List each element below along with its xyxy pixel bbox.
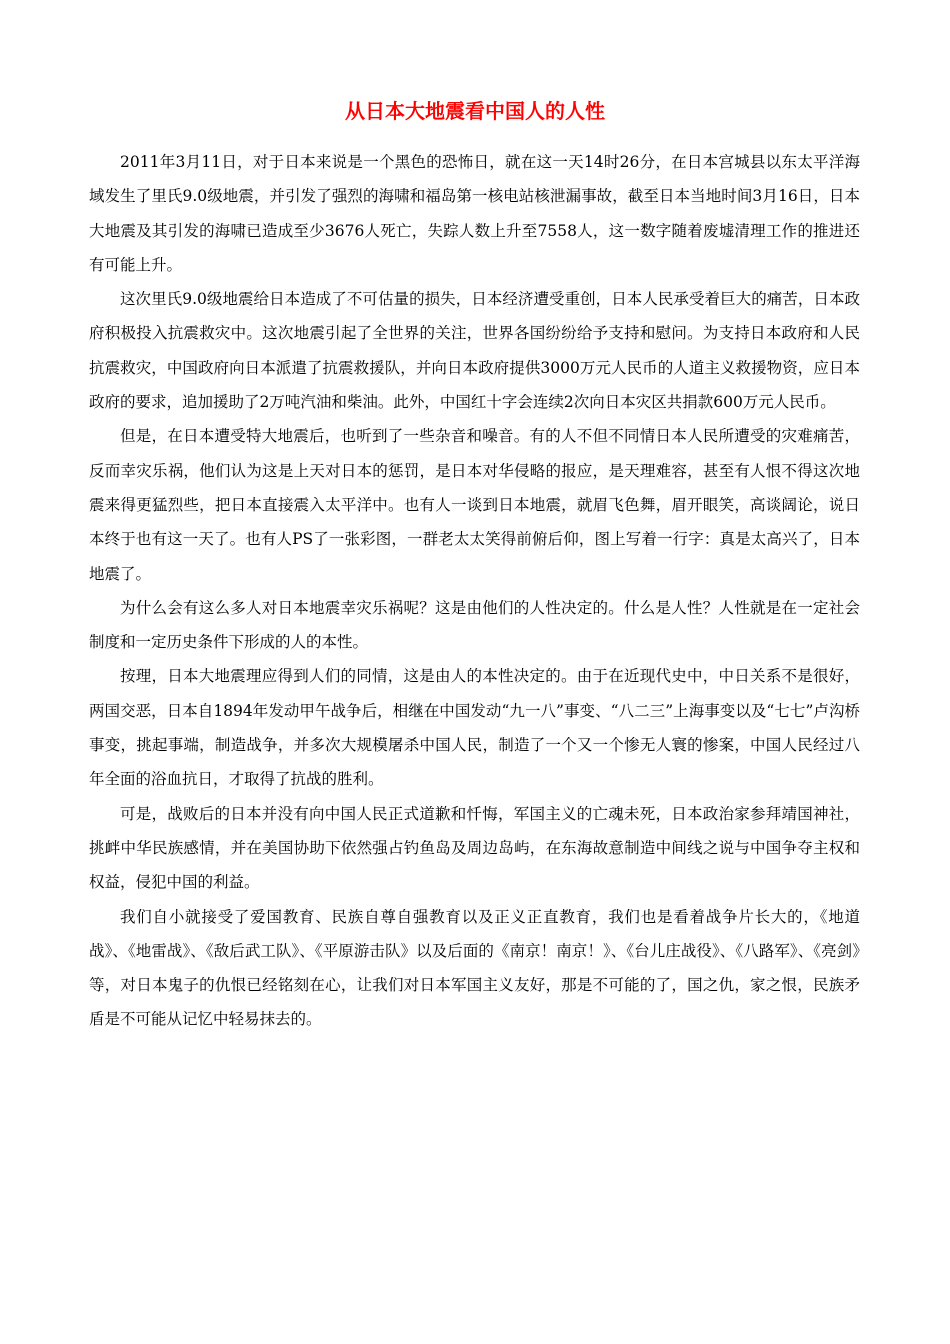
document-body [89, 145, 860, 1037]
paragraph-3: 但是，在日本遭受特大地震后，也听到了一些杂音和噪音。有的人不但不同情日本人民所遭受的灾难痛苦，反而幸灾乐祸，他们认为这是上天对日本的惩罚，是日本对华侵略的报应，是天理难容，甚至有人恨不得这次地震来得更猛烈些，把日本直接震入太平洋中。也有人一谈到日本地震，就眉飞色舞，眉开眼笑，高谈阔论，说日本终于也有这一天了。也有人PS了一张彩图，一群老太太笑得前俯后仰，图上写着一行字：真是太高兴了，日本地震了。 [89, 427, 860, 583]
paragraph-5: 按理，日本大地震理应得到人们的同情，这是由人的本性决定的。由于在近现代史中，中日关系不是很好，两国交恶，日本自1894年发动甲午战争后，相继在中国发动“九一八”事变、“八二三”上海事变以及“七七”卢沟桥事变，挑起事端，制造战争，并多次大规模屠杀中国人民，制造了一个又一个惨无人寰的惨案，中国人民经过八年全面的浴血抗日，才取得了抗战的胜利。 [89, 667, 860, 789]
paragraph-1: 2011年3月11日，对于日本来说是一个黑色的恐怖日，就在这一天14时26分，在日本宫城县以东太平洋海域发生了里氏9.0级地震，并引发了强烈的海啸和福岛第一核电站核泄漏事故，截至日本当地时间3月16日，日本大地震及其引发的海啸已造成至少3676人死亡，失踪人数上升至7558人，这一数字随着废墟清理工作的推进还有可能上升。 [89, 153, 860, 274]
paragraph-4: 为什么会有这么多人对日本地震幸灾乐祸呢？这是由他们的人性决定的。什么是人性？人性就是在一定社会制度和一定历史条件下形成的人的本性。 [89, 598, 860, 652]
paragraph-2: 这次里氏9.0级地震给日本造成了不可估量的损失，日本经济遭受重创，日本人民承受着巨大的痛苦，日本政府积极投入抗震救灾中。这次地震引起了全世界的关注，世界各国纷纷给予支持和慰问。为支持日本政府和人民抗震救灾，中国政府向日本派遣了抗震救援队，并向日本政府提供3000万元人民币的人道主义救援物资，应日本政府的要求，追加援助了2万吨汽油和柴油。此外，中国红十字会连续2次向日本灾区共捐款600万元人民币。 [89, 290, 860, 412]
paragraph-7: 我们自小就接受了爱国教育、民族自尊自强教育以及正义正直教育，我们也是看着战争片长大的，《地道战》、《地雷战》、《敌后武工队》、《平原游击队》以及后面的《南京！南京！》、《台儿庄战役》、《八路军》、《亮剑》等，对日本鬼子的仇恨已经铭刻在心，让我们对日本军国主义友好，那是不可能的了，国之仇，家之恨，民族矛盾是不可能从记忆中轻易抹去的。 [89, 907, 860, 1029]
paragraph-6: 可是，战败后的日本并没有向中国人民正式道歉和忏悔，军国主义的亡魂未死，日本政治家参拜靖国神社，挑衅中华民族感情，并在美国协助下依然强占钓鱼岛及周边岛屿，在东海故意制造中间线之说与中国争夺主权和权益，侵犯中国的利益。 [89, 804, 860, 892]
document-title: 从日本大地震看中国人的人性 [345, 99, 605, 123]
